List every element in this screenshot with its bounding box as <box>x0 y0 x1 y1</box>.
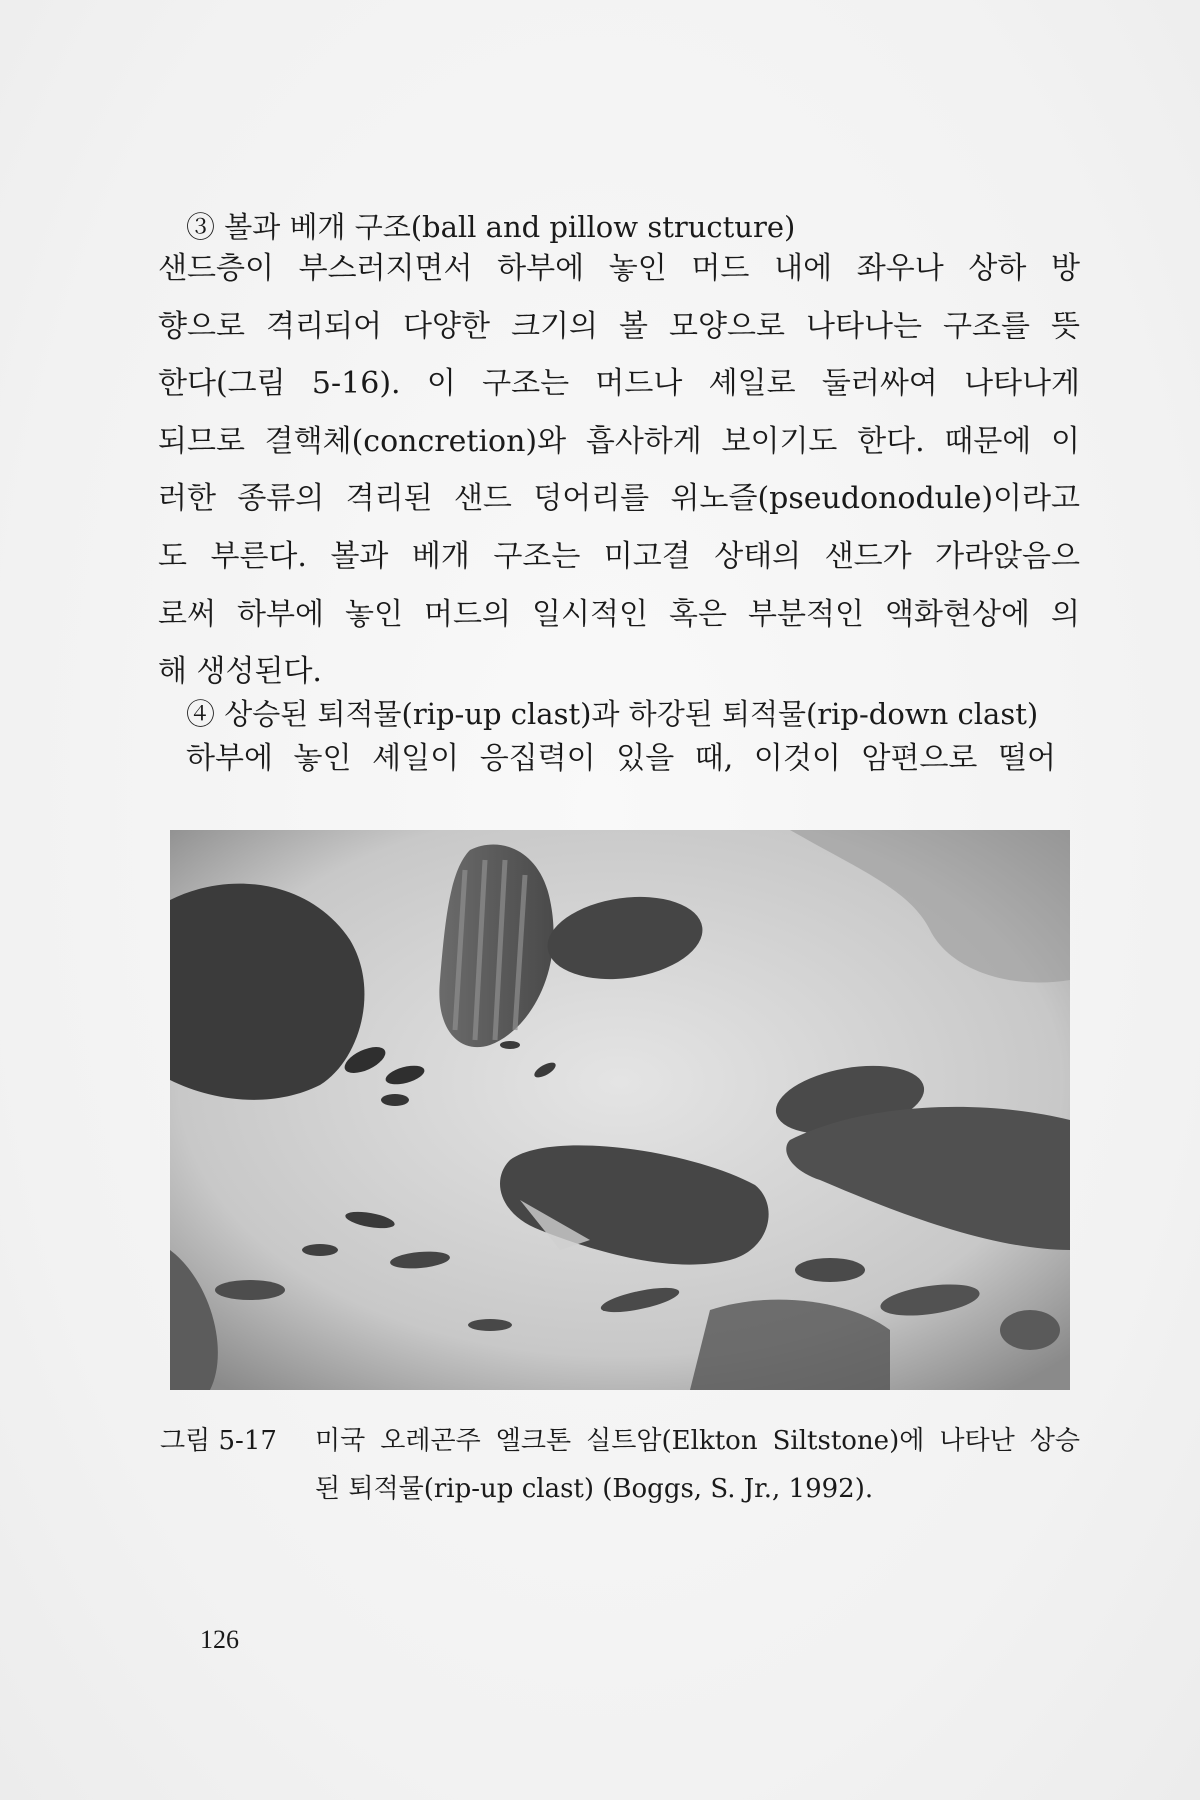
paragraph-line: 하부에 놓인 셰일이 응집력이 있을 때, 이것이 암편으로 떨어 <box>186 741 1056 776</box>
paragraph-line: 되므로 결핵체(concretion)와 흡사하게 보이기도 한다. 때문에 이 <box>158 423 1080 459</box>
rip-up-clast-photo <box>170 830 1070 1390</box>
section-3-heading: ③ 볼과 베개 구조(ball and pillow structure) <box>186 210 796 244</box>
caption-line: 미국 오레곤주 엘크톤 실트암(Elkton Siltstone)에 나타난 상승 <box>315 1426 1080 1456</box>
paragraph-line: 한다(그림 5-16). 이 구조는 머드나 셰일로 둘러싸여 나타나게 <box>158 366 1080 402</box>
figure-label: 그림 5-17 <box>160 1426 277 1456</box>
section-3-paragraph <box>158 240 1080 701</box>
page-number: 126 <box>200 1625 239 1654</box>
paragraph-line: 샌드층이 부스러지면서 하부에 놓인 머드 내에 좌우나 상하 방 <box>158 251 1080 286</box>
section-4-paragraph <box>186 730 1056 788</box>
section-4-heading: ④ 상승된 퇴적물(rip-up clast)과 하강된 퇴적물(rip-down clast) <box>186 697 1039 731</box>
paragraph-line: 로써 하부에 놓인 머드의 일시적인 혹은 부분적인 액화현상에 의 <box>158 596 1080 632</box>
paragraph-line: 도 부른다. 볼과 베개 구조는 미고결 상태의 샌드가 가라앉음으 <box>158 538 1080 574</box>
paragraph-line: 해 생성된다. <box>158 654 322 690</box>
paragraph-line: 러한 종류의 격리된 샌드 덩어리를 위노즐(pseudonodule)이라고 <box>158 481 1080 517</box>
caption-line: 된 퇴적물(rip-up clast) (Boggs, S. Jr., 1992). <box>315 1474 874 1504</box>
paragraph-line: 향으로 격리되어 다양한 크기의 볼 모양으로 나타나는 구조를 뜻 <box>158 308 1080 344</box>
